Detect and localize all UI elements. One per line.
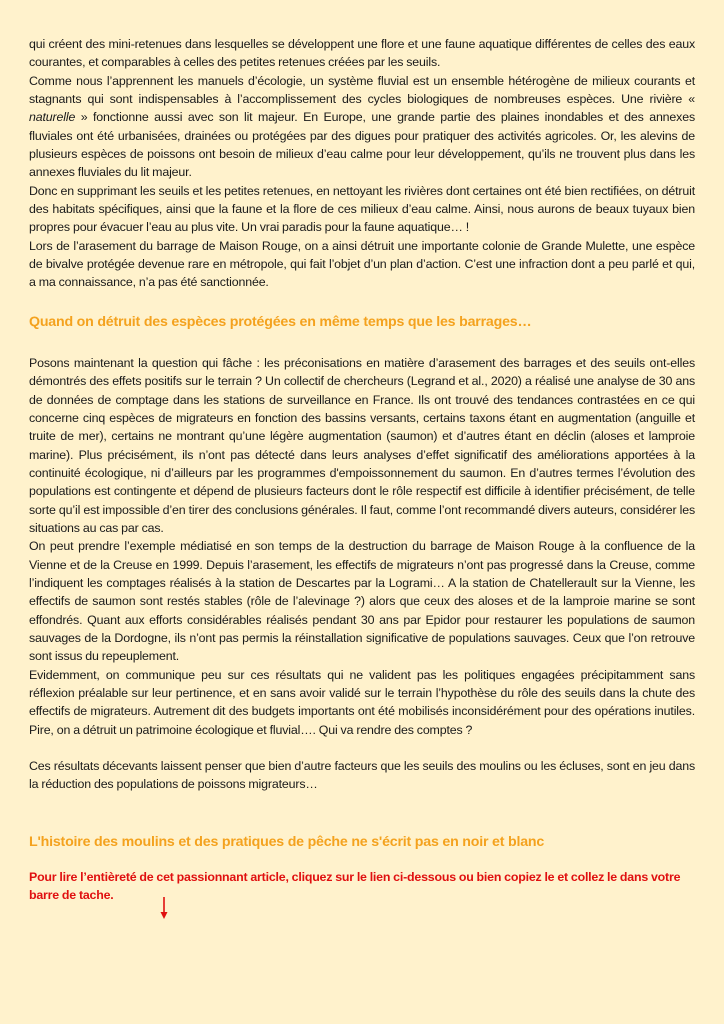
spacer <box>29 739 695 757</box>
section-heading-protected-species: Quand on détruit des espèces protégées en même temps que les barrages… <box>29 313 532 330</box>
paragraph-intro-2-after: » fonctionne aussi avec son lit majeur. En Europe, une grande partie des plaines inondables et des annexes fluviales ont été urbanisées, drainées ou protégées par des digues pour pratiquer des activités agricoles. Or, les alevins de plusieurs espèces de poissons ont besoin de milieux d’eau calme pour leur développement, qu’ils ne trouvent plus dans les annexes fluviales du lit majeur. <box>29 110 695 180</box>
paragraph-section1-1: Posons maintenant la question qui fâche : les préconisations en matière d’arasement des barrages et des seuils ont-elles démontrés des effets positifs sur le terrain ? Un collectif de chercheurs (Legrand et al., 2020) a réalisé une analyse de 30 ans de données de comptage dans les stations de surveillance en France. Ils ont trouvé des tendances contrastées en ce qui concerne cinq espèces de migrateurs en fonction des bassins versants, certains taxons étant en augmentation (anguille et truite de mer), certains ne montrant qu’une légère augmentation (saumon) et d’autres étant en déclin (aloses et lamproie marine). Plus précisément, ils n’ont pas détecté dans leurs analyses d’effet significatif des améliorations apportées à la continuité écologique, ni d’ailleurs par les programmes d'empoissonnement du saumon. En d’autres termes l’évolution des populations est contingente et dépend de plusieurs facteurs dont le rôle respectif est difficile à identifier précisément, de telle sorte qu’il est impossible d’en tirer des conclusions générales. Il faut, comme l’ont recommandé divers auteurs, considérer les situations au cas par cas. <box>29 355 695 535</box>
read-more-callout: Pour lire l’entièreté de cet passionnant article, cliquez sur le lien ci-dessous ou bien copiez le et collez le dans votre barre de tache. <box>29 869 681 903</box>
emphasis-naturelle: naturelle <box>29 110 76 125</box>
section-heading-mills-history: L'histoire des moulins et des pratiques de pêche ne s'écrit pas en noir et blanc <box>29 833 545 850</box>
article-body <box>29 35 695 904</box>
paragraph-section1-2: On peut prendre l’exemple médiatisé en son temps de la destruction du barrage de Maison Rouge à la confluence de la Vienne et de la Creuse en 1999. Depuis l’arasement, les effectifs de migrateurs n’ont pas progressé dans la Creuse, comme l’indiquent les comptages réalisés à la station de Descartes par la Logrami… A la station de Chatellerault sur la Vienne, les effectifs de saumon sont restés stables (rôle de l’alevinage ?) alors que ceux des aloses et de la lamproie marine se sont effondrés. Quant aux efforts considérables réalisés pendant 30 ans par Epidor pour restaurer les populations de saumon sauvages de la Dordogne, ils n’ont pas permis la réinstallation significative de populations sauvages. Ceux que l’on retrouve sont issus du repeuplement. <box>29 539 695 664</box>
paragraph-intro-2 <box>29 72 695 182</box>
arrow-down-icon <box>160 897 168 919</box>
paragraph-conclusion: Ces résultats décevants laissent penser que bien d’autre facteurs que les seuils des moulins ou les écluses, sont en jeu dans la réduction des populations de poissons migrateurs… <box>29 759 695 792</box>
paragraph-intro-2-before: Comme nous l’apprennent les manuels d’écologie, un système fluvial est un ensemble hétérogène de milieux courants et stagnants qui sont indispensables à l’accomplissement des cycles biologiques de nombreuses espèces. Une rivière « <box>29 73 695 107</box>
paragraph-intro-1: qui créent des mini-retenues dans lesquelles se développent une flore et une faune aquatique différentes de celles des eaux courantes, et comparables à celles des petites retenues créées par les seuils. <box>29 37 695 70</box>
spacer <box>29 332 695 354</box>
paragraph-section1-3: Evidemment, on communique peu sur ces résultats qui ne valident pas les politiques engagées précipitamment sans réflexion préalable sur leur pertinence, et en sans avoir validé sur le terrain l’hypothèse du rôle des seuils dans la chute des effectifs de migrateurs. Autrement dit des budgets importants ont été mobilisés inconsidérément pour des opérations inutiles. Pire, on a détruit un patrimoine écologique et fluvial…. Qui va rendre des comptes ? <box>29 667 695 737</box>
paragraph-intro-4: Lors de l’arasement du barrage de Maison Rouge, on a ainsi détruit une importante colonie de Grande Mulette, une espèce de bivalve protégée devenue rare en métropole, qui fait l’objet d’un plan d’action. C’est une infraction dont a peu parlé et qui, a ma connaissance, n’a pas été sanctionnée. <box>29 238 695 290</box>
spacer <box>29 852 695 868</box>
paragraph-intro-3: Donc en supprimant les seuils et les petites retenues, en nettoyant les rivières dont certaines ont été bien rectifiées, on détruit des habitats spécifiques, ainsi que la faune et la flore de ces milieux d’eau calme. Ainsi, nous aurons de beaux tuyaux bien propres pour évacuer l’eau au plus vite. Un vrai paradis pour la faune aquatique… ! <box>29 183 695 235</box>
spacer <box>29 794 695 832</box>
spacer <box>29 292 695 312</box>
